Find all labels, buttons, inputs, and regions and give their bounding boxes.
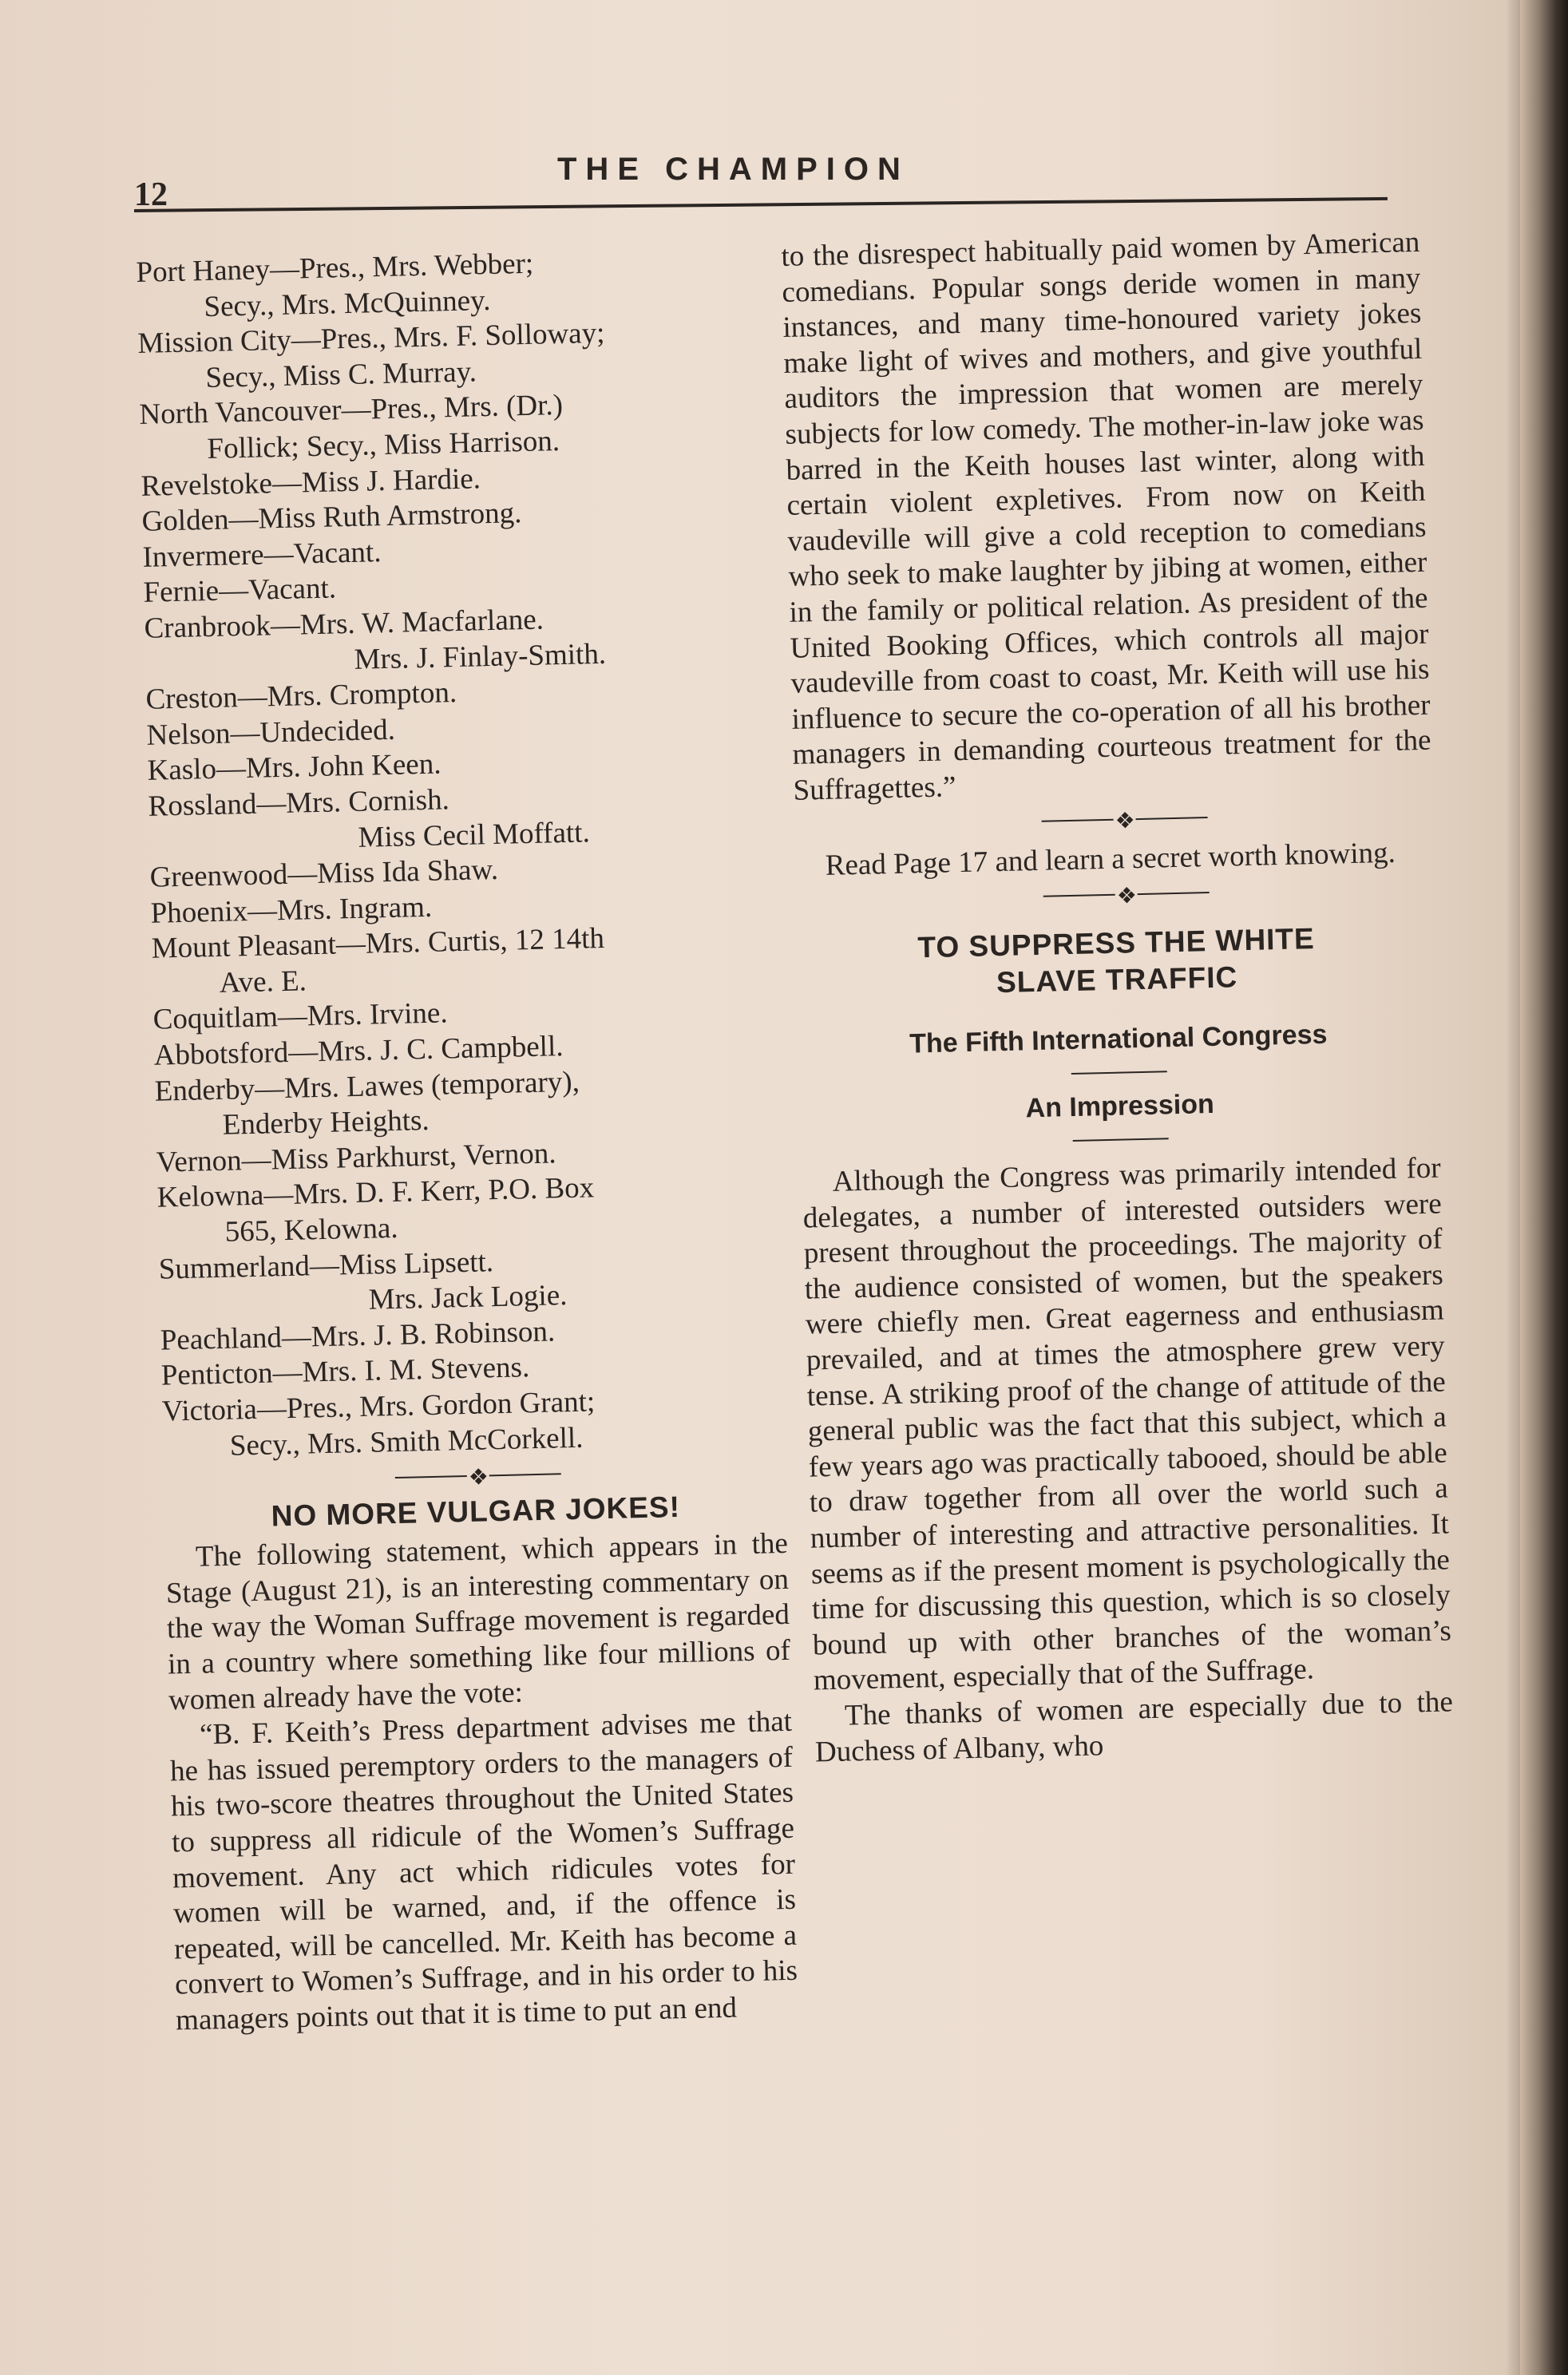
branch-entry: Peachland—Mrs. J. B. Robinson. — [160, 1315, 556, 1357]
branch-entry: Revelstoke—Miss J. Hardie. — [141, 461, 481, 503]
branch-entry: Creston—Mrs. Crompton. — [145, 676, 457, 716]
page-spine-shadow — [1520, 0, 1568, 2375]
branch-entry: Victoria—Pres., Mrs. Gordon Grant; — [161, 1385, 596, 1428]
branch-entry: North Vancouver—Pres., Mrs. (Dr.) — [139, 389, 564, 432]
header-rule — [134, 197, 1388, 212]
branch-entry: Mission City—Pres., Mrs. F. Solloway; — [137, 316, 605, 361]
journal-title: THE CHAMPION — [557, 152, 909, 187]
branch-entry-continued: Secy., Mrs. Smith McCorkell. — [229, 1421, 584, 1463]
branch-entry-continued: Secy., Mrs. McQuinney. — [204, 283, 491, 323]
ornament-icon: ❖ — [1116, 882, 1138, 909]
branch-entry-continued: Mrs. J. Finlay-Smith. — [354, 637, 607, 676]
branch-entry: Summerland—Miss Lipsett. — [158, 1245, 494, 1286]
branch-entry-continued: Follick; Secy., Miss Harrison. — [207, 424, 560, 465]
branch-entry: Rossland—Mrs. Cornish. — [148, 783, 450, 823]
branch-entry: Kelowna—Mrs. D. F. Kerr, P.O. Box — [156, 1171, 595, 1215]
ornament-icon: ❖ — [468, 1463, 489, 1491]
page-header — [134, 152, 1388, 232]
branch-entry: Cranbrook—Mrs. W. Macfarlane. — [144, 603, 544, 645]
branch-entry: Vernon—Miss Parkhurst, Vernon. — [156, 1137, 556, 1179]
branch-entry-continued: Ave. E. — [219, 964, 307, 999]
branch-entry: Fernie—Vacant. — [143, 572, 337, 610]
branch-entry: Enderby—Mrs. Lawes (temporary), — [154, 1065, 580, 1108]
branch-entry: Invermere—Vacant. — [142, 535, 382, 574]
branch-entry-continued: Mrs. Jack Logie. — [368, 1279, 568, 1316]
branch-entry: Phoenix—Mrs. Ingram. — [150, 890, 433, 930]
article-paragraph: “B. F. Keith’s Press department advises me that he has issued peremptory orders to the managers of his two-score theatres throughout the United States to suppress all ridicule of the Women’s Suffrage movement. Any act which ridicules votes for women will be warned, and, if the offence is repeated, will be cancelled. Mr. Keith has become a convert to Women’s Suffrage, and in his order to his managers points out that it is time to put an end — [169, 1704, 798, 2037]
right-column — [781, 225, 1454, 1771]
branch-entry: Kaslo—Mrs. John Keen. — [147, 747, 441, 788]
branch-entry-continued: Enderby Heights. — [222, 1104, 430, 1142]
article-heading-vulgar-jokes: NO MORE VULGAR JOKES! — [271, 1490, 681, 1533]
left-column — [136, 241, 798, 2039]
branch-list — [136, 241, 786, 1465]
branch-entry: Greenwood—Miss Ida Shaw. — [149, 853, 499, 894]
article-continuation: to the disrespect habitually paid women by American comedians. Popular songs deride women in many instances, and many time-honoured variety jokes make light of wives and mothers, and give youthful auditors the impression that women are merely subjects for low comedy. The mother-in-law joke was barred in the Keith houses last winter, along with certain violent expletives. From now on Keith vaudeville will give a cold reception to comedians who seek to make laughter by jibing at women, either in the family or political relation. As president of the United Booking Offices, which controls all major vaudeville from coast to coast, Mr. Keith will use his influence to secure the co-operation of all his brother managers in demanding courteous treatment for the Suffragettes.” — [781, 225, 1431, 807]
branch-entry: Coquitlam—Mrs. Irvine. — [152, 996, 449, 1037]
article-paragraph: The thanks of women are especially due to the Duchess of Albany, who — [814, 1685, 1454, 1769]
branch-entry-continued: Secy., Miss C. Murray. — [205, 355, 477, 394]
ornament-icon: ❖ — [1115, 806, 1136, 834]
article-subheading: The Fifth International Congress — [909, 1019, 1328, 1059]
branch-entry: Abbotsford—Mrs. J. C. Campbell. — [153, 1030, 564, 1072]
branch-entry: Nelson—Undecided. — [146, 713, 396, 752]
notice-text: Read Page 17 and learn a secret worth knowing. — [825, 836, 1396, 882]
article-heading-line: SLAVE TRAFFIC — [996, 960, 1238, 999]
branch-entry: Golden—Miss Ruth Armstrong. — [141, 497, 522, 539]
branch-entry: Mount Pleasant—Mrs. Curtis, 12 14th — [151, 922, 605, 966]
article-paragraph: The following statement, which appears in the Stage (August 21), is an interesting commentary on the way the Woman Suffrage movement is regarded in a country where something like four millions of women already have the vote: — [165, 1527, 791, 1717]
article-paragraph: Although the Congress was primarily intended for delegates, a number of interested outsiders were present throughout the proceedings. The majority of the audience consisted of women, but the speakers were chiefly men. Great eagerness and enthusiasm prevailed, and at times the atmosphere grew very tense. A striking proof of the change of attitude of the general public was the fact that this subject, which a few years ago was practically tabooed, should be able to draw together from all over the world such a number of interesting and attractive personalities. It seems as if the present moment is psychologically the time for discussing this question, which is so closely bound up with other branches of the woman’s movement, especially that of the Suffrage. — [802, 1151, 1452, 1697]
branch-entry: Penticton—Mrs. I. M. Stevens. — [160, 1351, 530, 1393]
branch-entry: Port Haney—Pres., Mrs. Webber; — [136, 247, 534, 289]
branch-entry-continued: 565, Kelowna. — [224, 1211, 399, 1249]
article-subheading: An Impression — [1025, 1089, 1215, 1124]
branch-entry-continued: Miss Cecil Moffatt. — [358, 815, 591, 854]
article-heading-line: TO SUPPRESS THE WHITE — [917, 922, 1316, 964]
page-number: 12 — [134, 176, 168, 213]
